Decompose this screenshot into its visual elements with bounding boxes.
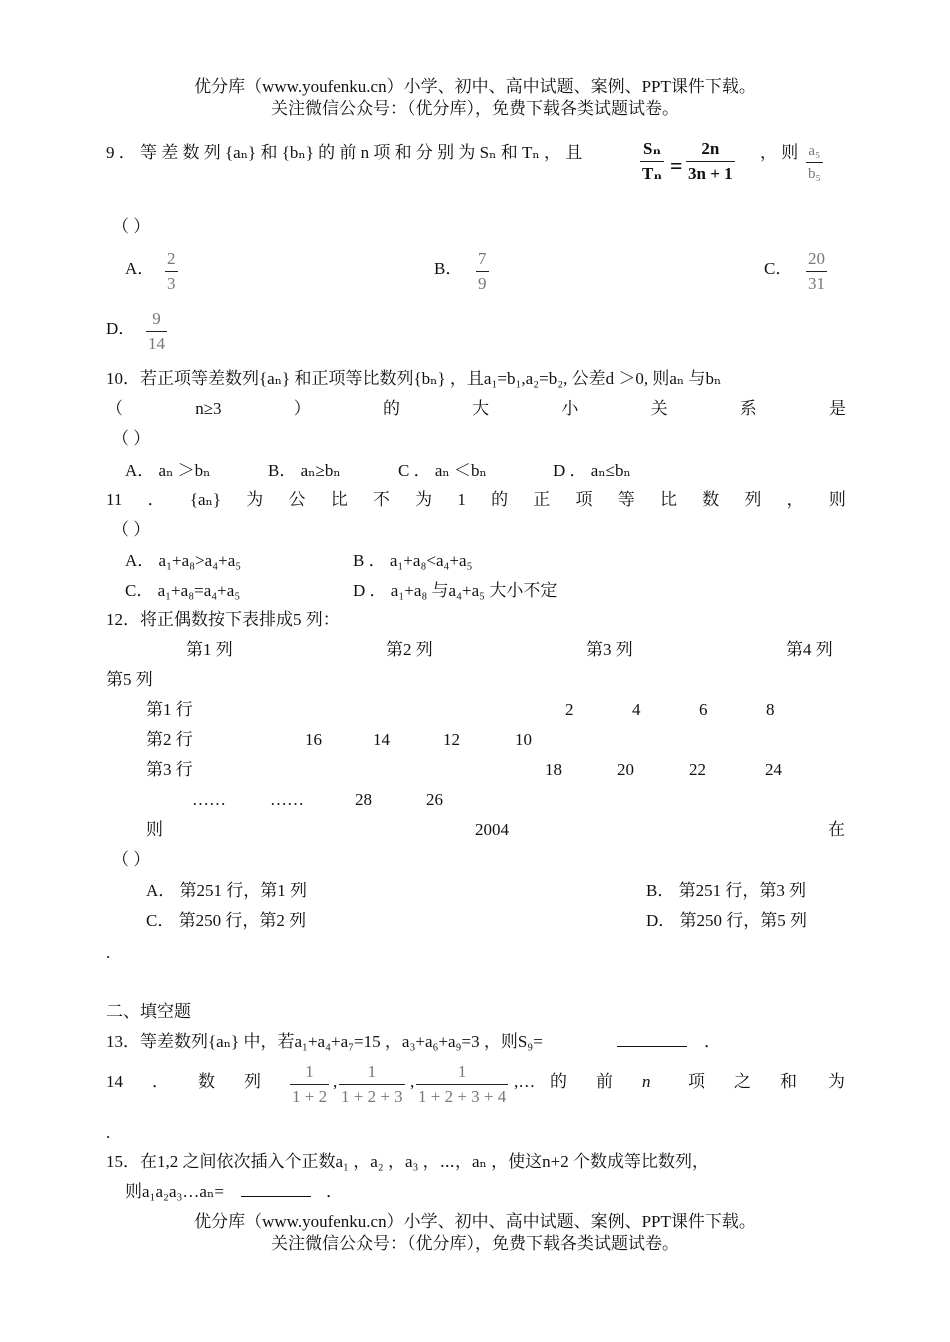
q12-cell: 2 [565,700,574,719]
q10-token: （ [106,399,123,418]
q9-option-c-fraction [806,250,827,293]
q10-token: ） [293,399,311,418]
q14-token: 的 [550,1072,567,1091]
q14-fraction-1 [290,1063,329,1106]
q11-token: 则 [828,490,846,509]
q14-comma: , [333,1072,338,1091]
q9-option-d-fraction [146,310,167,353]
fraction-denominator: 1 + 2 [292,1086,328,1106]
q12-cell: 22 [689,760,706,779]
q10-token: 小 [561,399,579,418]
fraction-denominator: 1 + 2 + 3 + 4 [418,1086,507,1106]
q11-token: {aₙ} [189,490,222,509]
q12-cell: 14 [373,730,390,749]
q12-cell: 8 [766,700,775,719]
q10-line-2 [106,400,846,417]
q14-comma: , [410,1072,415,1091]
header-line-1: 优分库（www.youfenku.cn）小学、初中、高中试题、案例、PPT课件下载。 [194,77,756,96]
q12-cell: 4 [632,700,641,719]
q12-cell: 20 [617,760,634,779]
q15-tail: ． [326,1182,343,1201]
q13-tail: ． [704,1032,721,1051]
q10-token: 系 [739,399,757,418]
q12-trailing-dot: . [106,943,111,962]
q15-answer-blank[interactable] [241,1181,311,1200]
q9-option-b-fraction [476,250,489,293]
q9-then: ， 则 [760,143,799,162]
q12-cell: 18 [545,760,562,779]
header-line-2: 关注微信公众号：（优分库），免费下载各类试题试卷。 [271,99,679,118]
q11-option-b: B ． a₁+a₈<a₄+a₅ [353,551,473,570]
fraction-numerator: 2 [167,249,176,268]
q12-row-1-label: 第1 行 [146,700,193,719]
q12-cell: 6 [699,700,708,719]
q12-col-2-header: 第2 列 [386,640,433,659]
fraction-numerator: 2n [701,139,720,158]
q11-token: 数 [702,490,720,509]
q9-equals-sign: = [670,153,683,178]
q14-fraction-3 [416,1063,508,1106]
q11-token: ， [786,490,804,509]
q12-number-2004: 2004 [475,820,509,839]
q11-token: 等 [617,490,635,509]
q11-token: 项 [575,490,593,509]
q12-option-b: B． 第251 行，第3 列 [646,881,807,900]
q11-token: ． [147,490,165,509]
q10-option-d: D ． aₙ≤bₙ [553,461,631,480]
q9-option-a-label: A． [125,259,155,278]
q11-token: 正 [533,490,551,509]
q12-row-3-label: 第3 行 [146,760,193,779]
q10-token: n≥3 [195,399,222,418]
q11-token: 11 [106,490,123,509]
q9-option-c-label: C． [764,259,793,278]
fraction-denominator: Tₙ [642,163,663,183]
q15-line-1: 15．在1,2 之间依次插入个正数a₁ ，a₂ ，a₃ ，⋯，aₙ ，使这n+2 个数成等比数列， [106,1152,709,1171]
q12-cell: 12 [443,730,460,749]
fraction-numerator: Sₙ [642,139,662,158]
footer-line-1: 优分库（www.youfenku.cn）小学、初中、高中试题、案例、PPT课件下载。 [194,1212,756,1231]
fraction-denominator: 31 [808,273,825,293]
q12-cell: …… [270,790,304,809]
q9-option-a-fraction [165,250,178,293]
q11-line-1 [106,491,846,508]
q12-stem: 12．将正偶数按下表排成5 列： [106,610,340,629]
q14-token: 项 [688,1072,705,1091]
q10-token: 的 [382,399,400,418]
fraction-numerator: 1 [457,1062,467,1081]
q10-token: 是 [828,399,846,418]
q11-token: 的 [491,490,509,509]
q14-token: 和 [780,1072,797,1091]
fraction-denominator: b₅ [808,165,821,182]
q11-token: 为 [415,490,433,509]
q11-option-d: D ． a₁+a₈ 与a₄+a₅ 大小不定 [353,581,558,600]
q14-token: 前 [596,1072,613,1091]
fraction-numerator: 20 [808,249,825,268]
q10-option-a: A． aₙ ＞bₙ [125,461,211,480]
q10-option-c: C ． aₙ ＜bₙ [398,461,487,480]
fraction-denominator: 9 [478,273,487,293]
q12-cell: 24 [765,760,782,779]
q12-col-1-header: 第1 列 [186,640,233,659]
q14-fraction-2 [339,1063,405,1106]
q14-number: 14 [106,1072,123,1091]
q12-option-d: D． 第250 行，第5 列 [646,911,808,930]
q14-ellipsis: ,… [514,1072,536,1091]
q12-cell: 28 [355,790,372,809]
q9-option-b-label: B． [434,259,463,278]
q15-line-2: 则a₁a₂a₃…aₙ= [125,1182,224,1201]
q14-token: 为 [828,1072,845,1091]
q14-token: ． [152,1072,169,1091]
q14-token: 之 [734,1072,751,1091]
q9-fraction-a5-over-b5 [806,143,823,182]
q11-option-a: A． a₁+a₈>a₄+a₅ [125,551,242,570]
fraction-numerator: a₅ [808,143,821,159]
q9-answer-paren: （ ） [112,217,151,236]
q10-answer-paren: （ ） [112,429,151,448]
q11-answer-paren: （ ） [112,520,151,539]
q14-token: 列 [244,1072,261,1091]
q12-at: 在 [828,820,845,839]
q11-option-c: C． a₁+a₈=a₄+a₅ [125,581,241,600]
fraction-numerator: 7 [478,249,487,268]
q11-token: 1 [457,490,466,509]
q11-token: 公 [288,490,306,509]
fraction-denominator: 3 [167,273,176,293]
q12-option-a: A． 第251 行，第1 列 [146,881,308,900]
q11-token: 为 [246,490,264,509]
q14-token: 数 [198,1072,215,1091]
q14-trailing-dot: . [106,1123,111,1142]
q12-cell: 10 [515,730,532,749]
q10-token: 关 [650,399,668,418]
q11-token: 不 [372,490,390,509]
q9-option-d-label: D． [106,319,136,338]
fraction-denominator: 14 [148,333,165,353]
q13-text: 13．等差数列{aₙ} 中，若a₁+a₄+a₇=15 ，a₃+a₆+a₉=3 ，则S₉= [106,1032,543,1051]
section-title-fill-in: 二、填空题 [106,1002,191,1021]
q12-row-2-label: 第2 行 [146,730,193,749]
fraction-numerator: 1 [305,1062,314,1081]
q10-line-1: 10．若正项等差数列{aₙ} 和正项等比数列{bₙ} ，且a₁=b₁,a₂=b₂, 公差d ＞0, 则aₙ 与bₙ [106,369,722,388]
q9-stem: 9 ． 等 差 数 列 {aₙ} 和 {bₙ} 的 前 n 项 和 分 别 为 Sₙ 和 Tₙ ， 且 [106,143,583,162]
q12-col-3-header: 第3 列 [586,640,633,659]
q9-fraction-s-over-t [640,140,664,183]
q12-col-5-header: 第5 列 [106,670,153,689]
q12-col-4-header: 第4 列 [786,640,833,659]
fraction-numerator: 9 [152,309,161,328]
fraction-denominator: 1 + 2 + 3 [341,1086,403,1106]
q10-option-b: B． aₙ≥bₙ [268,461,341,480]
q12-cell: …… [192,790,226,809]
fraction-denominator: 3n + 1 [688,163,733,183]
q11-token: 比 [659,490,677,509]
q12-option-c: C． 第250 行，第2 列 [146,911,307,930]
q12-then: 则 [146,820,163,839]
footer-line-2: 关注微信公众号：（优分库），免费下载各类试题试卷。 [271,1234,679,1253]
q14-token: n [642,1072,651,1091]
q12-answer-paren: （ ） [112,850,151,869]
q10-token: 大 [472,399,490,418]
q12-cell: 26 [426,790,443,809]
q11-token: 比 [330,490,348,509]
q11-token: 列 [744,490,762,509]
q9-fraction-2n-over-3n1 [686,140,735,183]
q12-cell: 16 [305,730,322,749]
q13-answer-blank[interactable] [617,1031,687,1050]
fraction-numerator: 1 [367,1062,377,1081]
